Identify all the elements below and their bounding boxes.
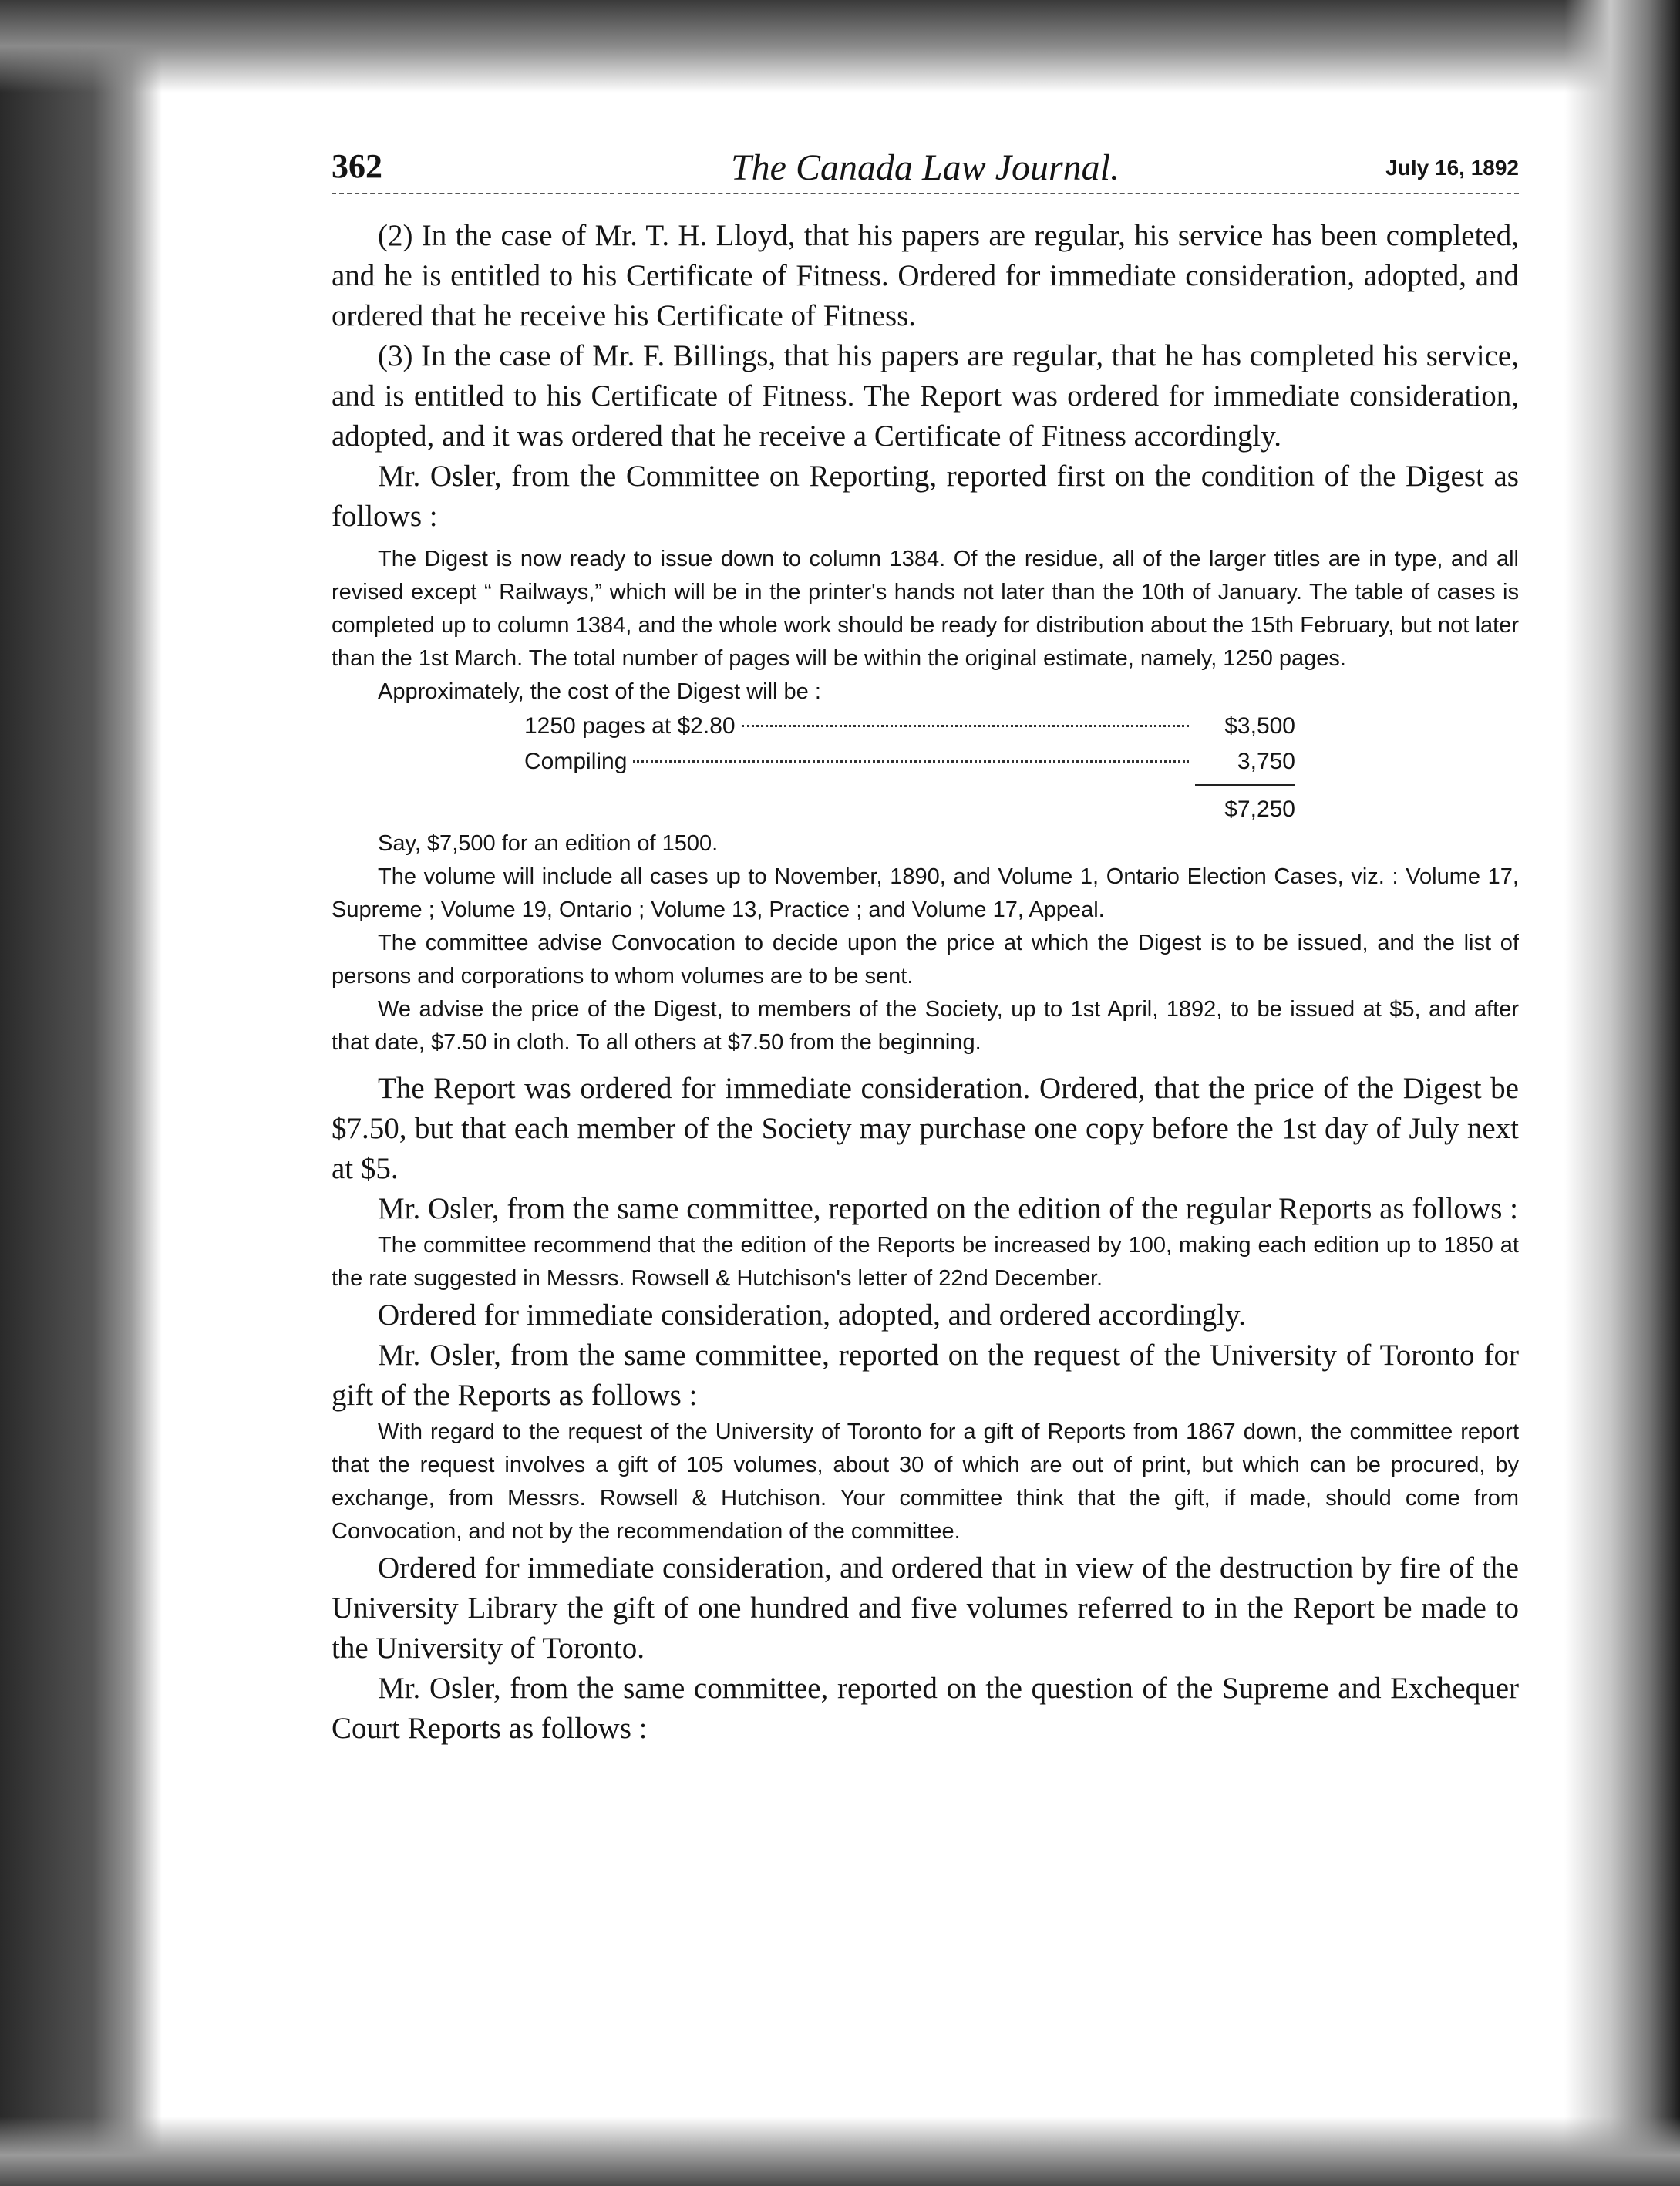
leader-dots xyxy=(742,725,1189,727)
cost-label: 1250 pages at $2.80 xyxy=(524,713,736,739)
page-number: 362 xyxy=(332,147,382,185)
report-cost-intro: Approximately, the cost of the Digest will be : xyxy=(378,679,821,704)
paragraph-lloyd: (2) In the case of Mr. T. H. Lloyd, that his papers are regular, his service has been completed, and he is entitled to his Certificate of Fitness. Ordered for immediate consideration, adopted, and ordered that he receive his Certificate of Fitness. xyxy=(332,219,1519,332)
scan-border-top xyxy=(0,0,1680,93)
report-price-advice: The committee advise Convocation to decide upon the price at which the Digest is to be issued, and the list of persons and corporations to whom volumes are to be sent. xyxy=(332,931,1519,989)
paragraph-supreme-exchequer-intro: Mr. Osler, from the same committee, reported on the question of the Supreme and Exchequer Court Reports as follows : xyxy=(332,1672,1519,1745)
report-price-proposal: We advise the price of the Digest, to members of the Society, up to 1st April, 1892, to be issued at $5, and after that date, $7.50 in cloth. To all others at $7.50 from the beginning. xyxy=(332,997,1519,1055)
paragraph-university-intro: Mr. Osler, from the same committee, reported on the request of the University of Toronto for gift of the Reports as follows : xyxy=(332,1339,1519,1412)
paragraph-billings: (3) In the case of Mr. F. Billings, that his papers are regular, that he has completed his service, and is entitled to his Certificate of Fitness. The Report was ordered for immediate consideration, adopted, and it was ordered that he receive a Certificate of Fitness accordingly. xyxy=(332,339,1519,453)
paragraph-adopted-order: Ordered for immediate consideration, adopted, and ordered accordingly. xyxy=(378,1298,1246,1332)
scan-border-left xyxy=(0,0,162,2186)
paragraph-university-order: Ordered for immediate consideration, and ordered that in view of the destruction by fire of the University Library the gift of one hundred and five volumes referred to in the Report be made to the University of Toronto. xyxy=(332,1551,1519,1665)
paragraph-digest-price-order: The Report was ordered for immediate consideration. Ordered, that the price of the Digest be $7.50, but that each member of the Society may purchase one copy before the 1st day of July next at $5. xyxy=(332,1072,1519,1185)
cost-label: Compiling xyxy=(524,749,628,774)
report-university-gift: With regard to the request of the University of Toronto for a gift of Reports from 1867 down, the committee report that the request involves a gift of 105 volumes, about 30 of which are out of print, but which can be procured, by exchange, from Messrs. Rowsell & Hutchison. Your committee think that the gift, if made, should come from Convocation, and not by the recommendation of the committee. xyxy=(332,1420,1519,1544)
cost-amount: 3,750 xyxy=(1237,749,1295,774)
report-digest-status: The Digest is now ready to issue down to column 1384. Of the residue, all of the larger titles are in type, and all revised except “ Railways,” which will be in the printer's hands not later than the 10th of January. The table of cases is completed up to column 1384, and the whole work should be ready for distribution about the 15th February, but not later than the 1st March. The total number of pages will be within the original estimate, namely, 1250 pages. xyxy=(332,547,1519,671)
cost-row xyxy=(524,709,1295,744)
scan-border-right xyxy=(1564,0,1680,2186)
journal-page xyxy=(332,139,1519,1749)
cost-row xyxy=(524,744,1295,780)
leader-dots xyxy=(633,760,1189,763)
report-regular-edition: The committee recommend that the edition of the Reports be increased by 100, making each edition up to 1850 at the rate suggested in Messrs. Rowsell & Hutchison's letter of 22nd December. xyxy=(332,1233,1519,1291)
paragraph-regular-reports-intro: Mr. Osler, from the same committee, reported on the edition of the regular Reports as follows : xyxy=(378,1192,1518,1225)
paragraph-digest-intro: Mr. Osler, from the Committee on Reporting, reported first on the condition of the Digest as follows : xyxy=(332,460,1519,533)
cost-table xyxy=(524,709,1295,827)
cost-amount: $3,500 xyxy=(1224,713,1295,739)
page-body xyxy=(332,216,1519,1749)
issue-date: July 16, 1892 xyxy=(1385,156,1519,180)
report-volume-scope: The volume will include all cases up to November, 1890, and Volume 1, Ontario Election Cases, viz. : Volume 17, Supreme ; Volume 19, Ontario ; Volume 13, Practice ; and Volume 17, Appeal. xyxy=(332,864,1519,922)
scan-border-bottom xyxy=(0,2117,1680,2186)
cost-total-amount: $7,250 xyxy=(1195,784,1295,827)
cost-total xyxy=(524,784,1295,827)
report-edition-estimate: Say, $7,500 for an edition of 1500. xyxy=(378,831,719,856)
journal-title: The Canada Law Journal. xyxy=(730,147,1120,188)
running-head xyxy=(332,139,1519,194)
